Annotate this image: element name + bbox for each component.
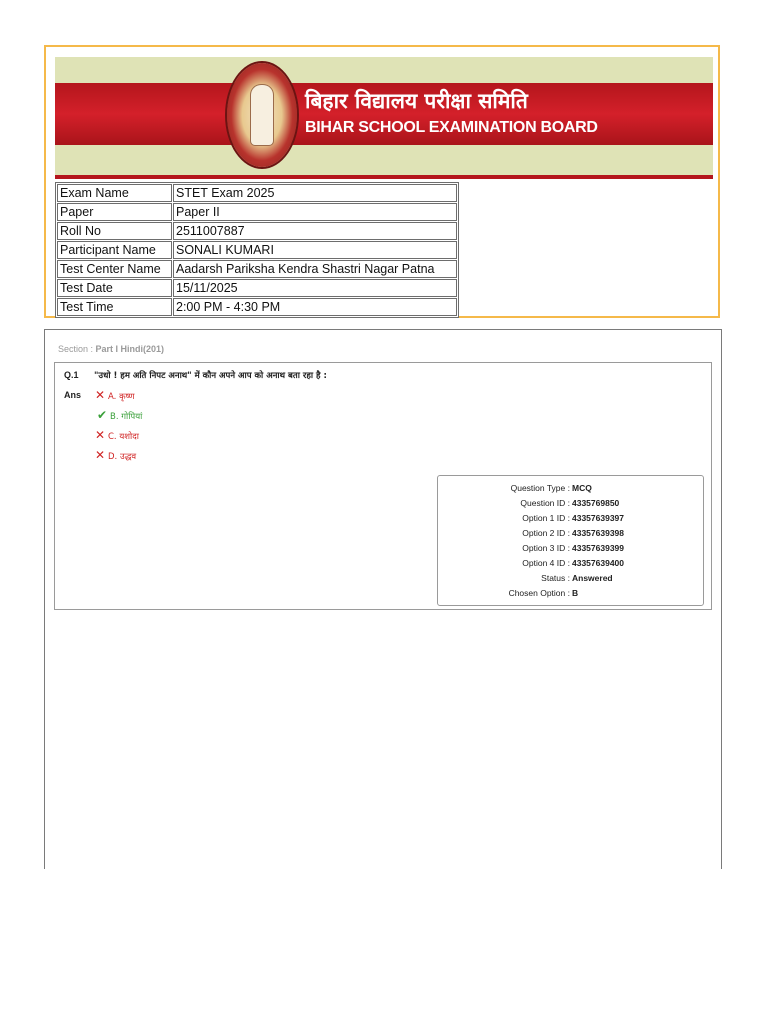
meta-label: Option 1 ID : — [522, 513, 570, 523]
info-value: 15/11/2025 — [173, 279, 457, 297]
answer-label: Ans — [64, 390, 82, 400]
meta-label: Status : — [541, 573, 570, 583]
option-label: D. उद्धव — [108, 452, 137, 462]
table-row — [57, 260, 457, 278]
board-seal-logo — [227, 63, 297, 167]
table-row — [57, 298, 457, 316]
banner-bottom-stripe — [55, 175, 713, 179]
option-label: C. यशोदा — [108, 432, 139, 442]
response-sheet-card — [44, 329, 722, 869]
meta-label: Question Type : — [510, 483, 570, 493]
info-label: Participant Name — [57, 241, 172, 259]
meta-row — [438, 558, 703, 573]
info-value: 2:00 PM - 4:30 PM — [173, 298, 457, 316]
table-row — [57, 222, 457, 240]
section-prefix: Section : — [58, 344, 96, 354]
candidate-header-card — [44, 45, 720, 318]
meta-label: Option 3 ID : — [522, 543, 570, 553]
question-meta-box — [437, 475, 704, 606]
question-number: Q.1 — [64, 370, 79, 380]
meta-row — [438, 498, 703, 513]
question-panel — [54, 362, 712, 610]
option-d — [95, 448, 136, 462]
meta-row — [438, 588, 703, 603]
table-row — [57, 279, 457, 297]
meta-row — [438, 573, 703, 588]
meta-label: Option 2 ID : — [522, 528, 570, 538]
info-label: Roll No — [57, 222, 172, 240]
candidate-info-table — [55, 182, 459, 318]
meta-value: 43357639400 — [572, 558, 625, 568]
meta-value: Answered — [572, 573, 613, 583]
info-value: SONALI KUMARI — [173, 241, 457, 259]
table-row — [57, 241, 457, 259]
board-title-english: BIHAR SCHOOL EXAMINATION BOARD — [305, 119, 598, 136]
option-label: B. गोपियां — [110, 412, 143, 422]
meta-row — [438, 513, 703, 528]
info-value: 2511007887 — [173, 222, 457, 240]
board-banner — [55, 57, 713, 179]
check-icon: ✔ — [97, 408, 108, 422]
meta-row — [438, 528, 703, 543]
meta-value: 43357639399 — [572, 543, 625, 553]
meta-row — [438, 543, 703, 558]
option-label: A. कृष्ण — [108, 392, 135, 402]
info-value: Paper II — [173, 203, 457, 221]
meta-label: Question ID : — [520, 498, 570, 508]
meta-value: 43357639398 — [572, 528, 625, 538]
meta-value: B — [572, 588, 579, 598]
info-label: Test Time — [57, 298, 172, 316]
board-title-hindi: बिहार विद्यालय परीक्षा समिति — [305, 89, 528, 113]
meta-label: Chosen Option : — [508, 588, 570, 598]
info-value: Aadarsh Pariksha Kendra Shastri Nagar Patna — [173, 260, 457, 278]
meta-label: Option 4 ID : — [522, 558, 570, 568]
option-b — [97, 408, 142, 422]
section-heading — [58, 344, 164, 354]
meta-value: MCQ — [572, 483, 592, 493]
meta-value: 4335769850 — [572, 498, 620, 508]
info-label: Paper — [57, 203, 172, 221]
meta-row — [438, 483, 703, 498]
cross-icon: ✕ — [95, 428, 106, 442]
info-label: Test Center Name — [57, 260, 172, 278]
option-c — [95, 428, 139, 442]
info-value: STET Exam 2025 — [173, 184, 457, 202]
question-text: "उधो ! हम अति निपट अनाथ" में कौन अपने आप को अनाथ बता रहा है : — [94, 371, 327, 381]
option-a — [95, 388, 134, 402]
seal-figure — [251, 85, 273, 145]
table-row — [57, 203, 457, 221]
cross-icon: ✕ — [95, 388, 106, 402]
table-row — [57, 184, 457, 202]
info-label: Test Date — [57, 279, 172, 297]
section-name: Part I Hindi(201) — [95, 344, 165, 354]
cross-icon: ✕ — [95, 448, 106, 462]
info-label: Exam Name — [57, 184, 172, 202]
meta-value: 43357639397 — [572, 513, 625, 523]
